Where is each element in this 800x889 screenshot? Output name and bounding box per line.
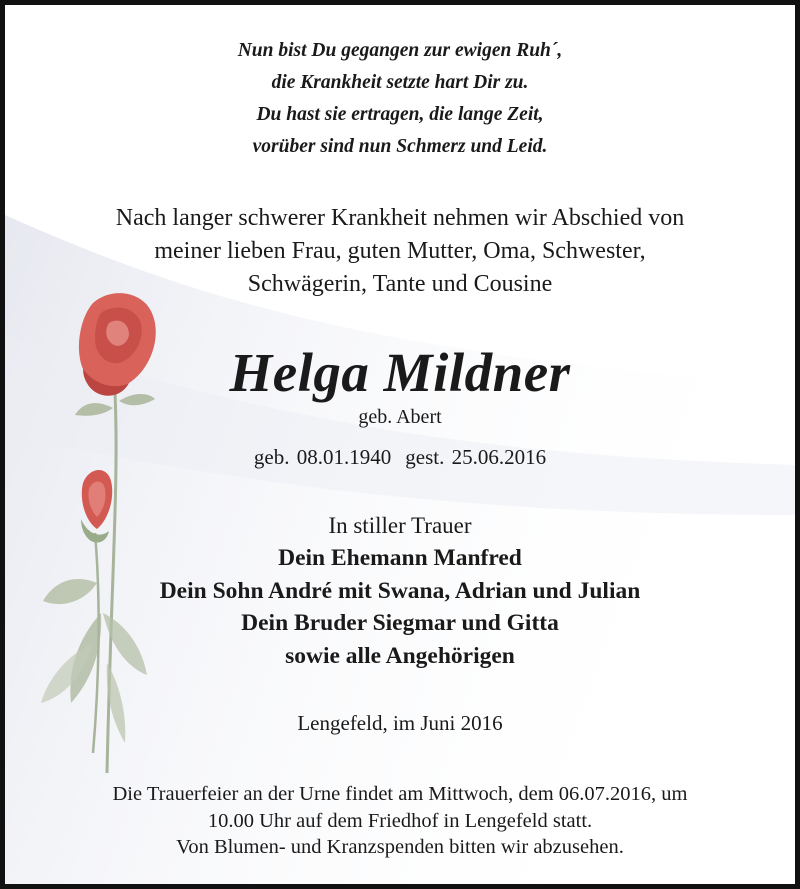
birth-name: geb. Abert — [358, 406, 442, 428]
death-date: gest. 25.06.2016 — [405, 445, 547, 469]
farewell-line: Nach langer schwerer Krankheit nehmen wir Abschied von — [115, 205, 685, 231]
farewell-text — [5, 202, 795, 301]
mourner-line: Dein Bruder Siegmar und Gitta — [241, 610, 559, 636]
farewell-line: Schwägerin, Tante und Cousine — [247, 271, 553, 297]
funeral-service-info — [5, 781, 795, 861]
farewell-line: meiner lieben Frau, guten Mutter, Oma, Schwester, — [154, 238, 646, 264]
mourner-line: sowie alle Angehörigen — [285, 642, 515, 669]
deceased-name: Helga Mildner — [229, 342, 571, 403]
place-and-date: Lengefeld, im Juni 2016 — [297, 711, 503, 735]
mourner-line: Dein Sohn André mit Swana, Adrian und Julian — [159, 577, 641, 604]
service-line: Die Trauerfeier an der Urne findet am Mittwoch, dem 06.07.2016, um — [112, 783, 688, 805]
mourner-line: Dein Ehemann Manfred — [278, 545, 522, 571]
poem-line: vorüber sind nun Schmerz und Leid. — [252, 136, 548, 157]
mourners-list — [5, 542, 795, 672]
poem-line: die Krankheit setzte hart Dir zu. — [271, 72, 529, 93]
birth-date: geb. 08.01.1940 — [253, 445, 392, 469]
poem-line: Nun bist Du gegangen zur ewigen Ruh´, — [237, 40, 563, 61]
life-dates — [5, 443, 795, 471]
service-line: Von Blumen- und Kranzspenden bitten wir abzusehen. — [176, 836, 624, 858]
service-line: 10.00 Uhr auf dem Friedhof in Lengefeld statt. — [207, 809, 593, 832]
memorial-poem — [5, 35, 795, 163]
poem-line: Du hast sie ertragen, die lange Zeit, — [256, 104, 544, 125]
mourners-heading: In stiller Trauer — [328, 513, 472, 538]
